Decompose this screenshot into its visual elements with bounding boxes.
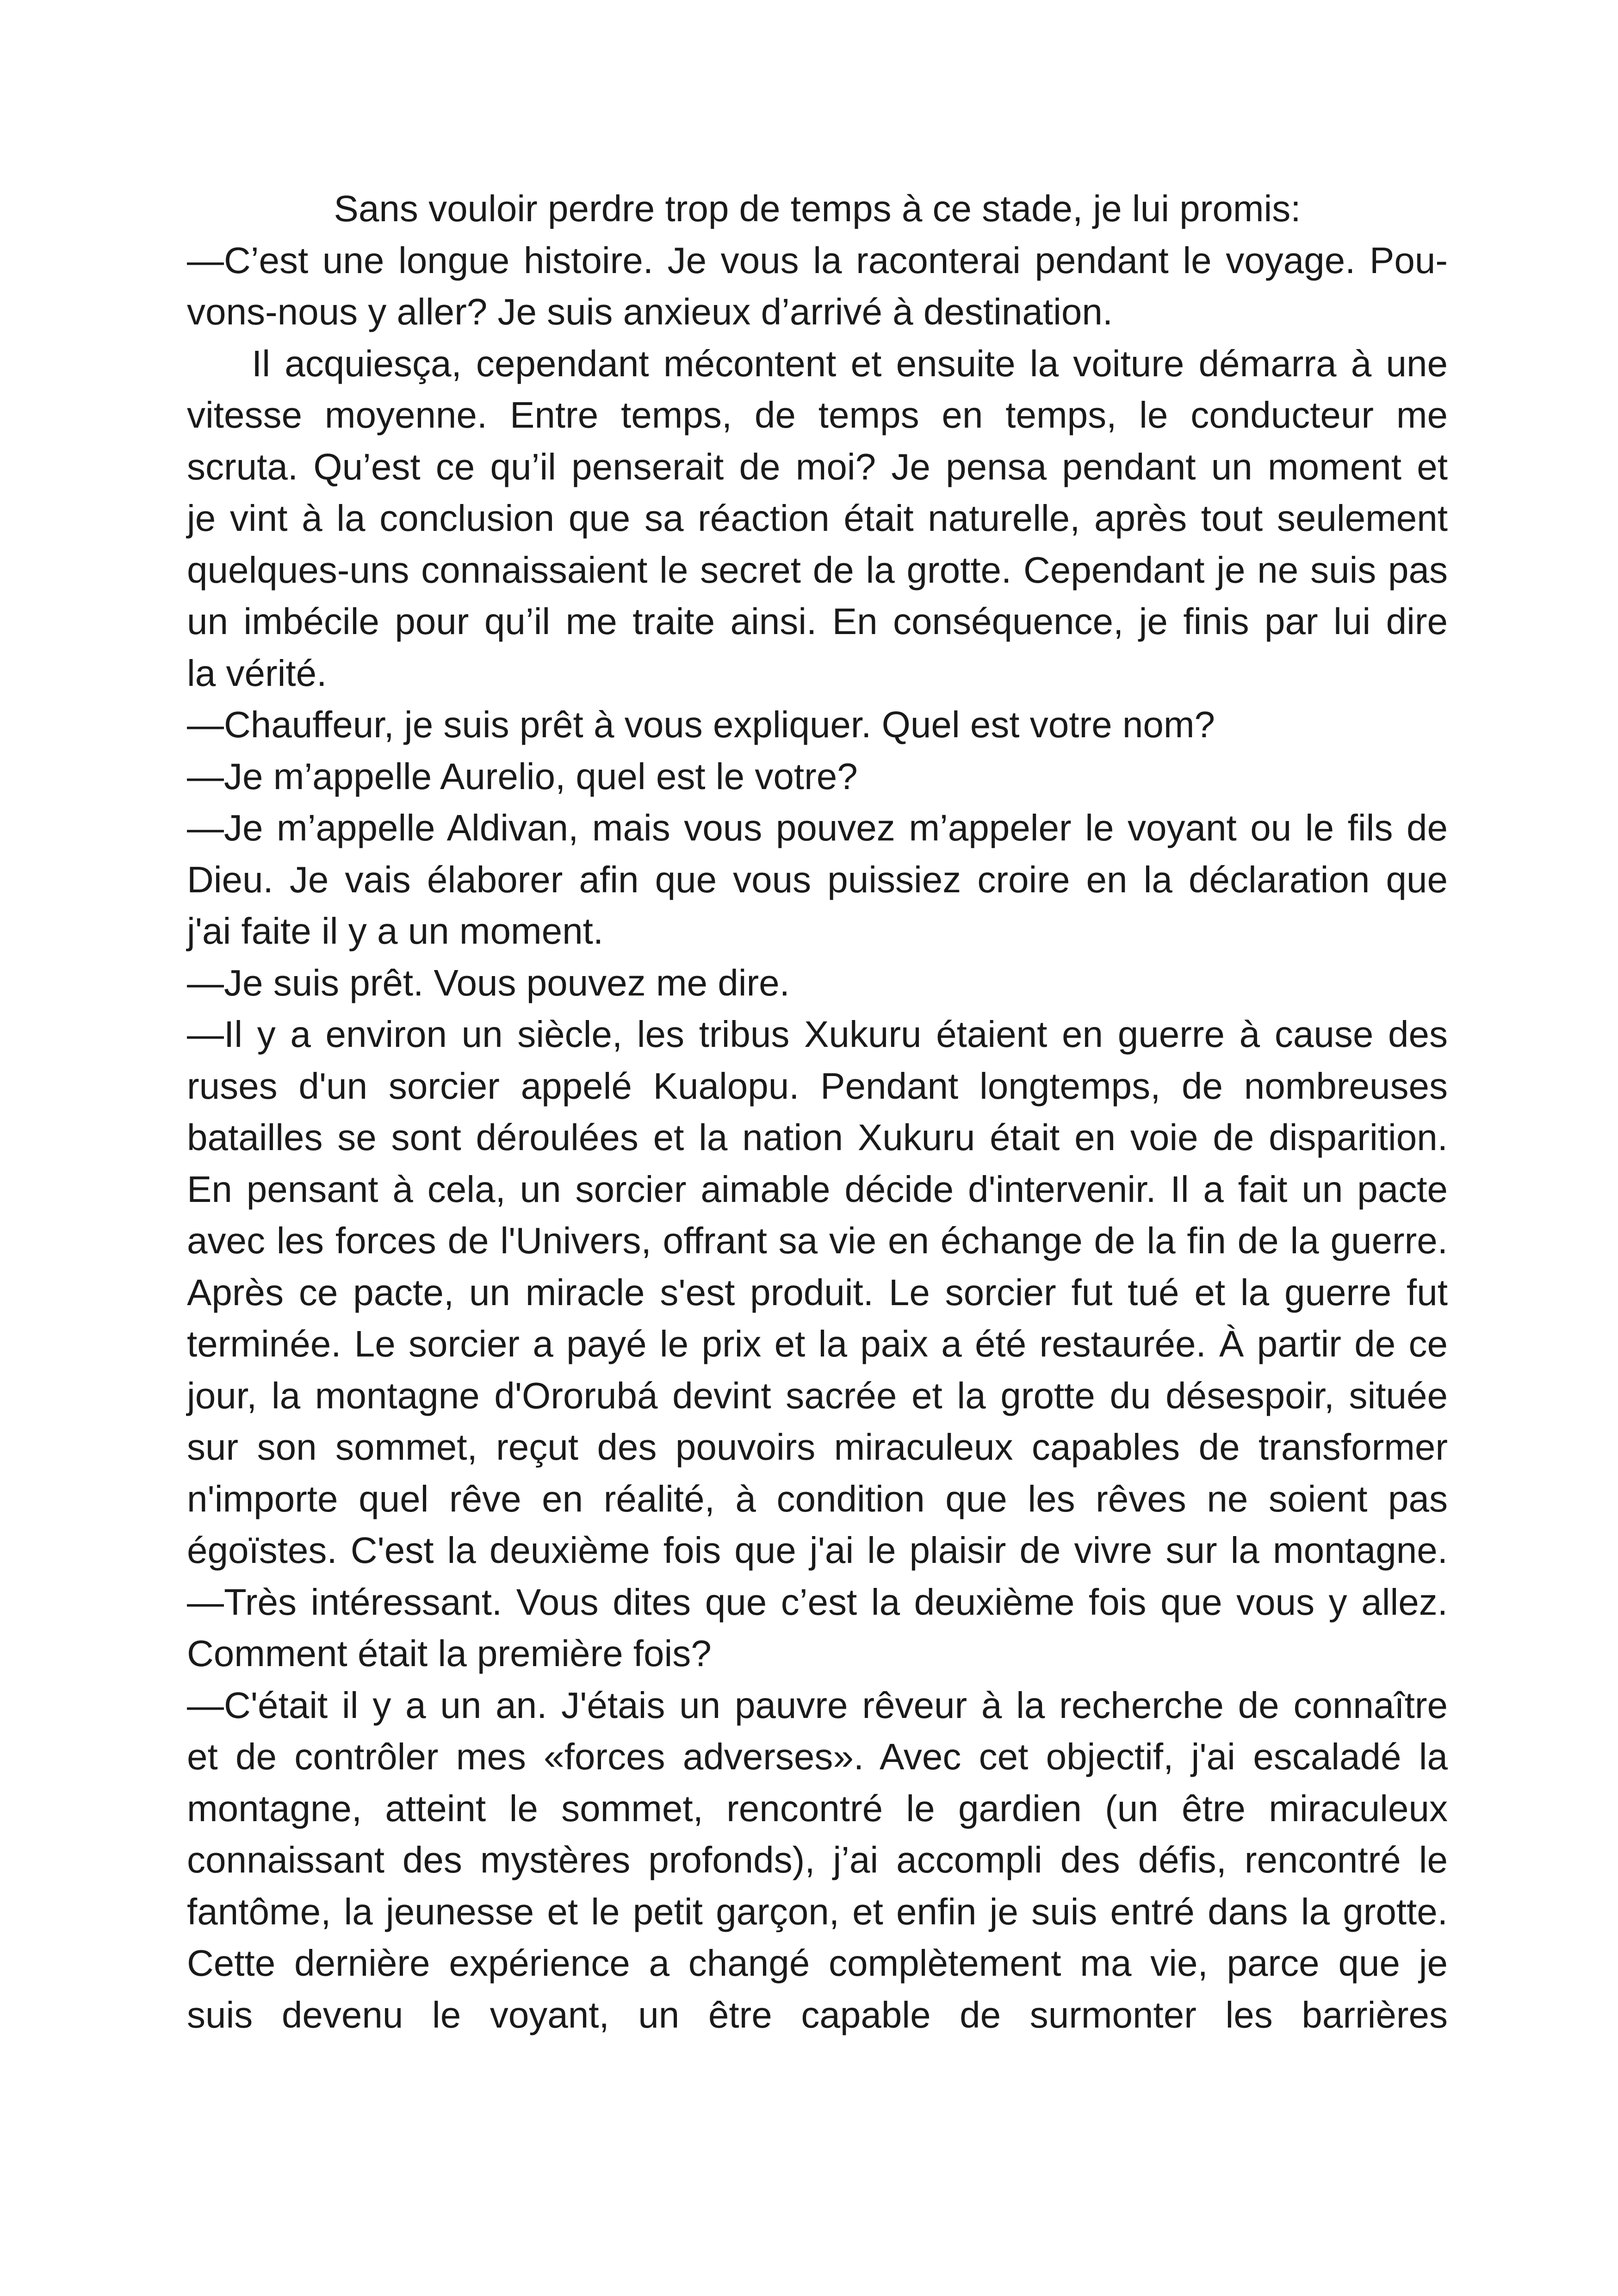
- text-line: avec les forces de l'Univers, offrant sa vie en échange de la fin de la guerre.: [187, 1220, 1448, 1261]
- body-text: [187, 183, 1448, 2041]
- text-line: quelques-uns connaissaient le secret de la grotte. Cependant je ne suis pas: [187, 549, 1448, 591]
- text-line: —Je m’appelle Aldivan, mais vous pouvez m’appeler le voyant ou le fils de: [187, 807, 1448, 848]
- text-line: un imbécile pour qu’il me traite ainsi. En conséquence, je finis par lui dire: [187, 601, 1448, 642]
- text-line: montagne, atteint le sommet, rencontré le gardien (un être miraculeux: [187, 1787, 1448, 1829]
- text-line: Après ce pacte, un miracle s'est produit. Le sorcier fut tué et la guerre fut: [187, 1271, 1448, 1313]
- text-line: —Je suis prêt. Vous pouvez me dire.: [187, 962, 790, 1003]
- text-line: je vint à la conclusion que sa réaction était naturelle, après tout seulement: [187, 498, 1448, 539]
- text-line: et de contrôler mes «forces adverses». Avec cet objectif, j'ai escaladé la: [187, 1736, 1448, 1777]
- text-line: égoïstes. C'est la deuxième fois que j'ai le plaisir de vivre sur la montagne.: [187, 1530, 1448, 1571]
- text-line: n'importe quel rêve en réalité, à condition que les rêves ne soient pas: [187, 1478, 1448, 1519]
- text-line: la vérité.: [187, 652, 327, 694]
- text-line: En pensant à cela, un sorcier aimable décide d'intervenir. Il a fait un pacte: [187, 1168, 1448, 1210]
- text-line: sur son sommet, reçut des pouvoirs miraculeux capables de transformer: [187, 1426, 1448, 1468]
- text-line: —C’est une longue histoire. Je vous la raconterai pendant le voyage. Pou-: [187, 239, 1448, 281]
- text-line: connaissant des mystères profonds), j’ai accompli des défis, rencontré le: [187, 1839, 1448, 1880]
- text-line: Il acquiesça, cependant mécontent et ensuite la voiture démarra à une: [252, 342, 1448, 384]
- text-line: batailles se sont déroulées et la nation Xukuru était en voie de disparition.: [187, 1117, 1448, 1158]
- text-line: Sans vouloir perdre trop de temps à ce stade, je lui promis:: [334, 188, 1301, 229]
- text-line: —Chauffeur, je suis prêt à vous expliquer. Quel est votre nom?: [187, 704, 1215, 745]
- text-line: Cette dernière expérience a changé complètement ma vie, parce que je: [187, 1942, 1448, 1984]
- text-line: jour, la montagne d'Ororubá devint sacrée et la grotte du désespoir, située: [187, 1375, 1448, 1416]
- text-line: —Il y a environ un siècle, les tribus Xukuru étaient en guerre à cause des: [187, 1014, 1448, 1055]
- text-line: vons-nous y aller? Je suis anxieux d’arrivé à destination.: [187, 291, 1113, 332]
- text-line: fantôme, la jeunesse et le petit garçon, et enfin je suis entré dans la grotte.: [187, 1891, 1448, 1932]
- text-line: Comment était la première fois?: [187, 1633, 712, 1674]
- text-line: vitesse moyenne. Entre temps, de temps en temps, le conducteur me: [187, 394, 1448, 436]
- text-line: scruta. Qu’est ce qu’il penserait de moi? Je pensa pendant un moment et: [187, 446, 1448, 487]
- text-line: ruses d'un sorcier appelé Kualopu. Pendant longtemps, de nombreuses: [187, 1065, 1448, 1107]
- text-line: suis devenu le voyant, un être capable de surmonter les barrières: [187, 1994, 1448, 2035]
- text-line: Dieu. Je vais élaborer afin que vous puissiez croire en la déclaration que: [187, 859, 1448, 900]
- text-line: j'ai faite il y a un moment.: [187, 910, 604, 952]
- text-line: —Je m’appelle Aurelio, quel est le votre?: [187, 755, 858, 797]
- text-line: —C'était il y a un an. J'étais un pauvre rêveur à la recherche de connaître: [187, 1684, 1448, 1726]
- text-line: —Très intéressant. Vous dites que c’est la deuxième fois que vous y allez.: [187, 1581, 1448, 1623]
- text-line: terminée. Le sorcier a payé le prix et la paix a été restaurée. À partir de ce: [187, 1323, 1448, 1364]
